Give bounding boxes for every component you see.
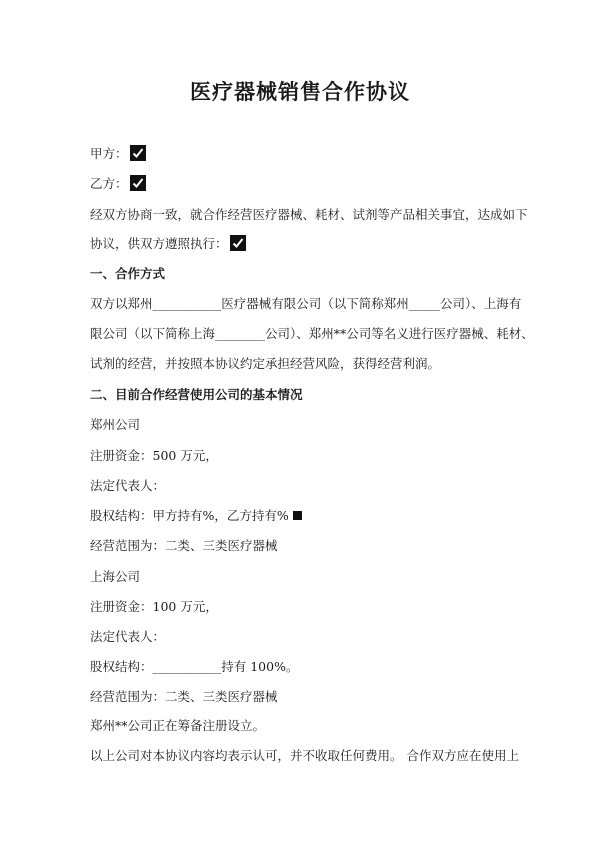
zhengzhou-star-company-note: 郑州**公司正在筹备注册设立。: [90, 718, 266, 733]
intro-line-2: [90, 234, 520, 254]
zhengzhou-capital: 注册资金：500 万元，: [90, 448, 218, 463]
filled-square-icon: [293, 511, 302, 520]
section1-heading: 一、合作方式: [90, 266, 166, 281]
zhengzhou-scope: 经营范围为：二类、三类医疗器械: [90, 538, 278, 553]
document-title: 医疗器械销售合作协议: [190, 79, 410, 104]
zhengzhou-equity-line: [90, 506, 520, 526]
checked-box-icon: [130, 145, 146, 161]
party-b-label: 乙方：: [90, 176, 128, 191]
intro-line-2-text: 协议，供双方遵照执行：: [90, 236, 228, 251]
shanghai-equity: 股权结构：___________持有 100%。: [90, 659, 299, 674]
zhengzhou-equity: 股权结构：甲方持有%，乙方持有%: [90, 508, 289, 523]
section1-paragraph-line-1: 双方以郑州___________医疗器械有限公司（以下简称郑州_____公司）、上海有: [90, 296, 522, 311]
party-a-label: 甲方：: [90, 146, 128, 161]
section1-paragraph-line-3: 试剂的经营，并按照本协议约定承担经营风险，获得经营利润。: [90, 356, 441, 371]
section2-heading: 二、目前合作经营使用公司的基本情况: [90, 387, 303, 402]
checked-box-icon: [230, 235, 246, 251]
party-a-line: [90, 144, 520, 164]
zhengzhou-legal-rep: 法定代表人：: [90, 478, 166, 493]
intro-line-1: 经双方协商一致，就合作经营医疗器械、耗材、试剂等产品相关事宜，达成如下: [90, 207, 528, 222]
party-b-line: [90, 174, 520, 194]
shanghai-capital: 注册资金：100 万元，: [90, 599, 218, 614]
shanghai-scope: 经营范围为：二类、三类医疗器械: [90, 689, 278, 704]
shanghai-company-label: 上海公司: [90, 569, 141, 584]
shanghai-legal-rep: 法定代表人：: [90, 629, 166, 644]
zhengzhou-company-label: 郑州公司: [90, 417, 141, 432]
section1-paragraph-line-2: 限公司（以下简称上海________公司）、郑州**公司等名义进行医疗器械、耗材、: [90, 326, 534, 341]
closing-paragraph-line: 以上公司对本协议内容均表示认可，并不收取任何费用。 合作双方应在使用上: [90, 748, 519, 763]
checked-box-icon: [130, 175, 146, 191]
